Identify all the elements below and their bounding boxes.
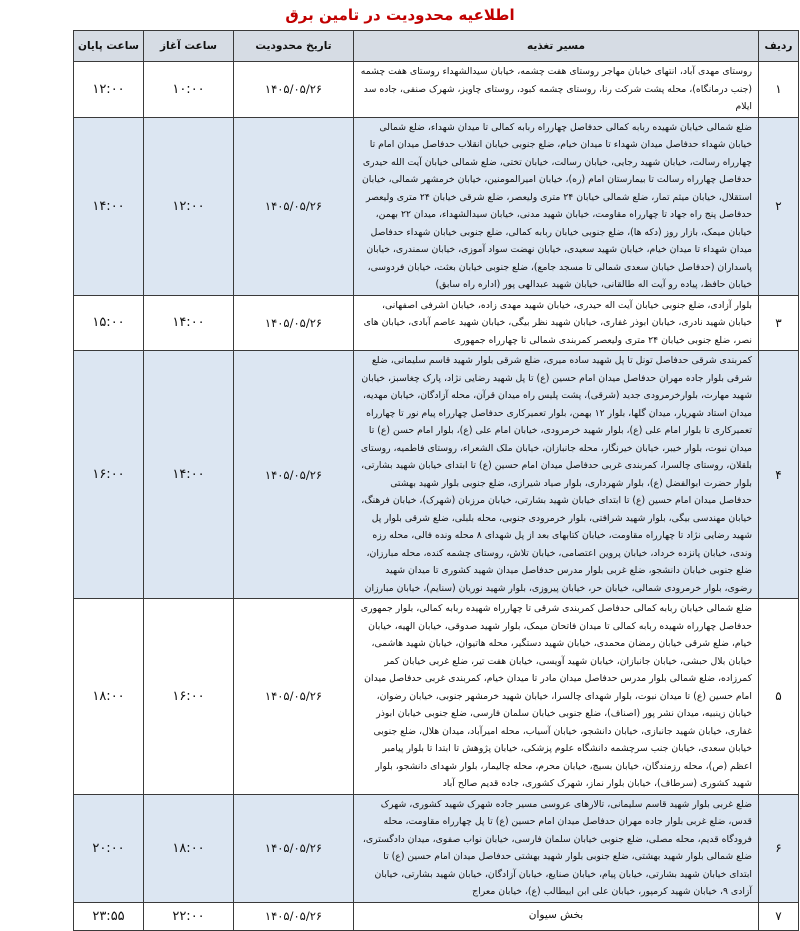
cell-route: ضلع غربی بلوار شهید قاسم سلیمانی، تالارهای عروسی مسیر جاده شهرک شهید کشوری، شهرک قدس، ضلع غربی بلوار جاده مهران حدفاصل میدان امام حسین (ع) تا پل چهارراه مقاومت، محله فرودگاه قدیم، محله مصلی، ضلع جنوبی خیابان سلمان فارسی، خیابان نواب صفوی، میدان دادگستری، ضلع شمالی بلوار شهید بهشتی، ضلع جنوبی بلوار شهید بهشتی حدفاصل میدان امام حسین (ع) تا ابتدای خیابان شهید بشارتی، خیابان پیام، خیابان صنایع، خیابان آزادگان، خیابان شهید بشارتی، خیابان آزادی ۹، خیابان شهید کرمپور، خیابان علی ابن ابیطالب (ع)، خیابان معراج bbox=[354, 794, 759, 902]
cell-radif: ۶ bbox=[759, 794, 799, 902]
cell-end: ۱۸:۰۰ bbox=[74, 599, 144, 795]
table-header-row bbox=[2, 31, 799, 62]
cell-date: ۱۴۰۵/۰۵/۲۶ bbox=[234, 902, 354, 930]
cell-radif: ۲ bbox=[759, 117, 799, 295]
cell-route: بخش سیوان bbox=[354, 902, 759, 930]
header-route: مسیر تغذیه bbox=[354, 31, 759, 62]
cell-start: ۱۲:۰۰ bbox=[144, 117, 234, 295]
cell-radif: ۵ bbox=[759, 599, 799, 795]
table-row bbox=[2, 599, 799, 795]
cell-route: ضلع شمالی خیابان شهیده ربابه کمالی حدفاصل چهارراه ربابه کمالی تا میدان شهداء، ضلع شمالی خیابان شهداء حدفاصل میدان شهداء تا میدان خیام، ضلع جنوبی خیابان انقلاب حدفاصل میدان امام تا چهارراه رسالت، خیابان شهید رجایی، خیابان رسالت، خیابان تختی، ضلع شمالی خیابان آیت الله حیدری حدفاصل چهارراه رسالت تا بیمارستان امام (ره)، خیابان امیرالمومنین، خیابان خرمشهر شمالی، خیابان استقلال، خیابان میثم تمار، ضلع شمالی خیابان ۲۴ متری ولیعصر، ضلع شرقی خیابان ۲۴ متری ولیعصر حدفاصل پنج راه جهاد تا چهارراه مقاومت، خیابان شهید مدنی، خیابان سیدالشهداء، میدان ۲۲ بهمن، خیابان میمک، بازار روز (دکه ها)، ضلع جنوبی خیابان ربابه کمالی، ضلع جنوبی خیابان شهداء حدفاصل میدان شهداء تا میدان خیام، خیابان شهید سعیدی، خیابان نهضت سواد آموزی، خیابان سمندری، خیابان پاسداران (حدفاصل خیابان سعدی شمالی تا مسجد جامع)، ضلع جنوبی خیابان بعثت، خیابان فردوسی، خیابان حافظ، پیاده رو آیت اله طالقانی، خیابان شهید عبدالهی پور (اداره راه سابق) bbox=[354, 117, 759, 295]
header-end: ساعت پایان bbox=[74, 31, 144, 62]
cell-radif: ۷ bbox=[759, 902, 799, 930]
cell-start: ۱۰:۰۰ bbox=[144, 62, 234, 118]
cell-route: بلوار آزادی، ضلع جنوبی خیابان آیت اله حیدری، خیابان شهید مهدی زاده، خیابان اشرفی اصفهانی، خیابان شهید نادری، خیابان ابوذر غفاری، خیابان شهید نظر بیگی، خیابان شهید عاصم آبادی، خیابان های نصر، ضلع جنوبی خیابان ۲۴ متری ولیعصر کمربندی شمالی تا چهارراه جمهوری bbox=[354, 295, 759, 351]
cell-route: کمربندی شرقی حدفاصل تونل تا پل شهید ساده میری، ضلع شرقی بلوار شهید قاسم سلیمانی، ضلع شرقی بلوار جاده مهران حدفاصل میدان امام حسین (ع) تا پل شهید رضایی نژاد، پارک چغاسبز، خیابان شهید مهارت، بلوارخرمرودی جدید (شرقی)، پشت پلیس راه میدان قرآن، محله آزادگان، خیابان مهدیه، میدان استاد شهریار، میدان گلها، بلوار ۱۲ بهمن، بلوار تعمیرکاری حدفاصل چهارراه پیام نور تا چهارراه تعمیرکاری تا بلوار امام علی (ع)، بلوار شهید خرمرودی، خیابان امام علی (ع)، بلوار امام حسن (ع) تا میدان نبوت، بلوار خیبر، خیابان خیرنگار، محله جانبازان، خیابان ملک الشعراء، روستای فاطمیه، روستای بلقلان، روستای چالسرا، کمربندی غربی حدفاصل میدان امام حسین (ع) تا ابتدای خیابان شهید بشارتی، بلوار حضرت ابوالفضل (ع)، بلوار شهرداری، بلوار صیاد شیرازی، ضلع جنوبی بلوار شهید بهشتی حدفاصل میدان امام حسین (ع) تا ابتدای خیابان شهید بشارتی، خیابان مرزبان (شهرک)، خیابان فرهنگ، خیابان مهندسی بیگی، بلوار شهید شرافتی، بلوار خرمرودی جنوبی، محله بلبلی، ضلع شرقی بلوار پل شهید رضایی نژاد تا چهارراه مقاومت، خیابان کتابهای بعد از پل شهدای ۸ محله ونده فالی، محله رزه وندی، خیابان پانزده خرداد، خیابان پروین اعتصامی، خیابان تلاش، روستای چشمه کنده، محله مبارزان، ضلع جنوبی خیابان دانشجو، ضلع غربی بلوار مدرس حدفاصل میدان شهید کشوری تا میدان شهید رضوی، بلوار خرمرودی شمالی، خیابان حر، خیابان پیروزی، بلوار شهید نوریان (سنایم)، خیابان مبارزان bbox=[354, 351, 759, 599]
table-row bbox=[2, 295, 799, 351]
table-row bbox=[2, 117, 799, 295]
cell-radif: ۴ bbox=[759, 351, 799, 599]
page-title: اطلاعیه محدودیت در تامین برق bbox=[285, 6, 515, 24]
table-row bbox=[2, 902, 799, 930]
cell-end: ۱۵:۰۰ bbox=[74, 295, 144, 351]
cell-date: ۱۴۰۵/۰۵/۲۶ bbox=[234, 599, 354, 795]
table-row bbox=[2, 62, 799, 118]
cell-date: ۱۴۰۵/۰۵/۲۶ bbox=[234, 117, 354, 295]
cell-start: ۱۶:۰۰ bbox=[144, 599, 234, 795]
outage-table bbox=[1, 30, 799, 931]
cell-radif: ۳ bbox=[759, 295, 799, 351]
cell-start: ۱۸:۰۰ bbox=[144, 794, 234, 902]
cell-radif: ۱ bbox=[759, 62, 799, 118]
table-row bbox=[2, 351, 799, 599]
header-date: تاریخ محدودیت bbox=[234, 31, 354, 62]
cell-date: ۱۴۰۵/۰۵/۲۶ bbox=[234, 351, 354, 599]
cell-start: ۱۴:۰۰ bbox=[144, 295, 234, 351]
cell-end: ۱۴:۰۰ bbox=[74, 117, 144, 295]
header-start: ساعت آغاز bbox=[144, 31, 234, 62]
cell-date: ۱۴۰۵/۰۵/۲۶ bbox=[234, 295, 354, 351]
cell-end: ۲۰:۰۰ bbox=[74, 794, 144, 902]
cell-start: ۱۴:۰۰ bbox=[144, 351, 234, 599]
header-radif: ردیف bbox=[759, 31, 799, 62]
cell-end: ۲۳:۵۵ bbox=[74, 902, 144, 930]
cell-end: ۱۶:۰۰ bbox=[74, 351, 144, 599]
cell-date: ۱۴۰۵/۰۵/۲۶ bbox=[234, 62, 354, 118]
cell-start: ۲۲:۰۰ bbox=[144, 902, 234, 930]
table-row bbox=[2, 794, 799, 902]
cell-date: ۱۴۰۵/۰۵/۲۶ bbox=[234, 794, 354, 902]
cell-route: روستای مهدی آباد، انتهای خیابان مهاجر روستای هفت چشمه، خیابان سیدالشهداء روستای هفت چشمه (جنب درمانگاه)، محله پشت شرکت رنا، روستای چشمه کبود، روستای چاویز، شهرک صنفی، جاده سد ایلام bbox=[354, 62, 759, 118]
cell-route: ضلع شمالی خیابان ربابه کمالی حدفاصل کمربندی شرقی تا چهارراه شهیده ربابه کمالی، بلوار جمهوری حدفاصل چهارراه شهیده ربابه کمالی تا میدان فاتحان میمک، بلوار شهید صدوقی، خیابان الهیه، خیابان خیام، ضلع شرقی خیابان رمضان محمدی، خیابان شهید دستگیر، محله هاتیوان، خیابان شهید هاشمی، خیابان بلال حبشی، خیابان جانبازان، خیابان شهید آویسی، خیابان هفت تیر، ضلع غربی خیابان کمر کمرزاده، ضلع شمالی بلوار مدرس حدفاصل میدان مادر تا میدان خیام، کمربندی غربی حدفاصل میدان امام حسین (ع) تا میدان نبوت، بلوار شهدای چالسرا، خیابان شهید خرمشهر جنوبی، خیابان رضوان، خیابان زینبیه، میدان نشر پور (اصناف)، ضلع جنوبی خیابان سلمان فارسی، ضلع جنوبی خیابان ابوذر غفاری، خیابان شهید جانبازی، خیابان دانشجو، خیابان آسیاب، محله امیرآباد، میدان هلال، ضلع جنوبی خیابان سعدی، خیابان جنب سرچشمه دانشگاه علوم پزشکی، خیابان پژوهش تا ابتدا تا بلوار پیامبر اعظم (ص)، محله رزمندگان، خیابان بسیج، خیابان محرم، محله چالیمار، بلوار شهدای دانشجو، بلوار شهید کشوری (سرطاف)، خیابان بلوار نماز، شهرک کشوری، جاده قدیم صالح آباد bbox=[354, 599, 759, 795]
cell-end: ۱۲:۰۰ bbox=[74, 62, 144, 118]
